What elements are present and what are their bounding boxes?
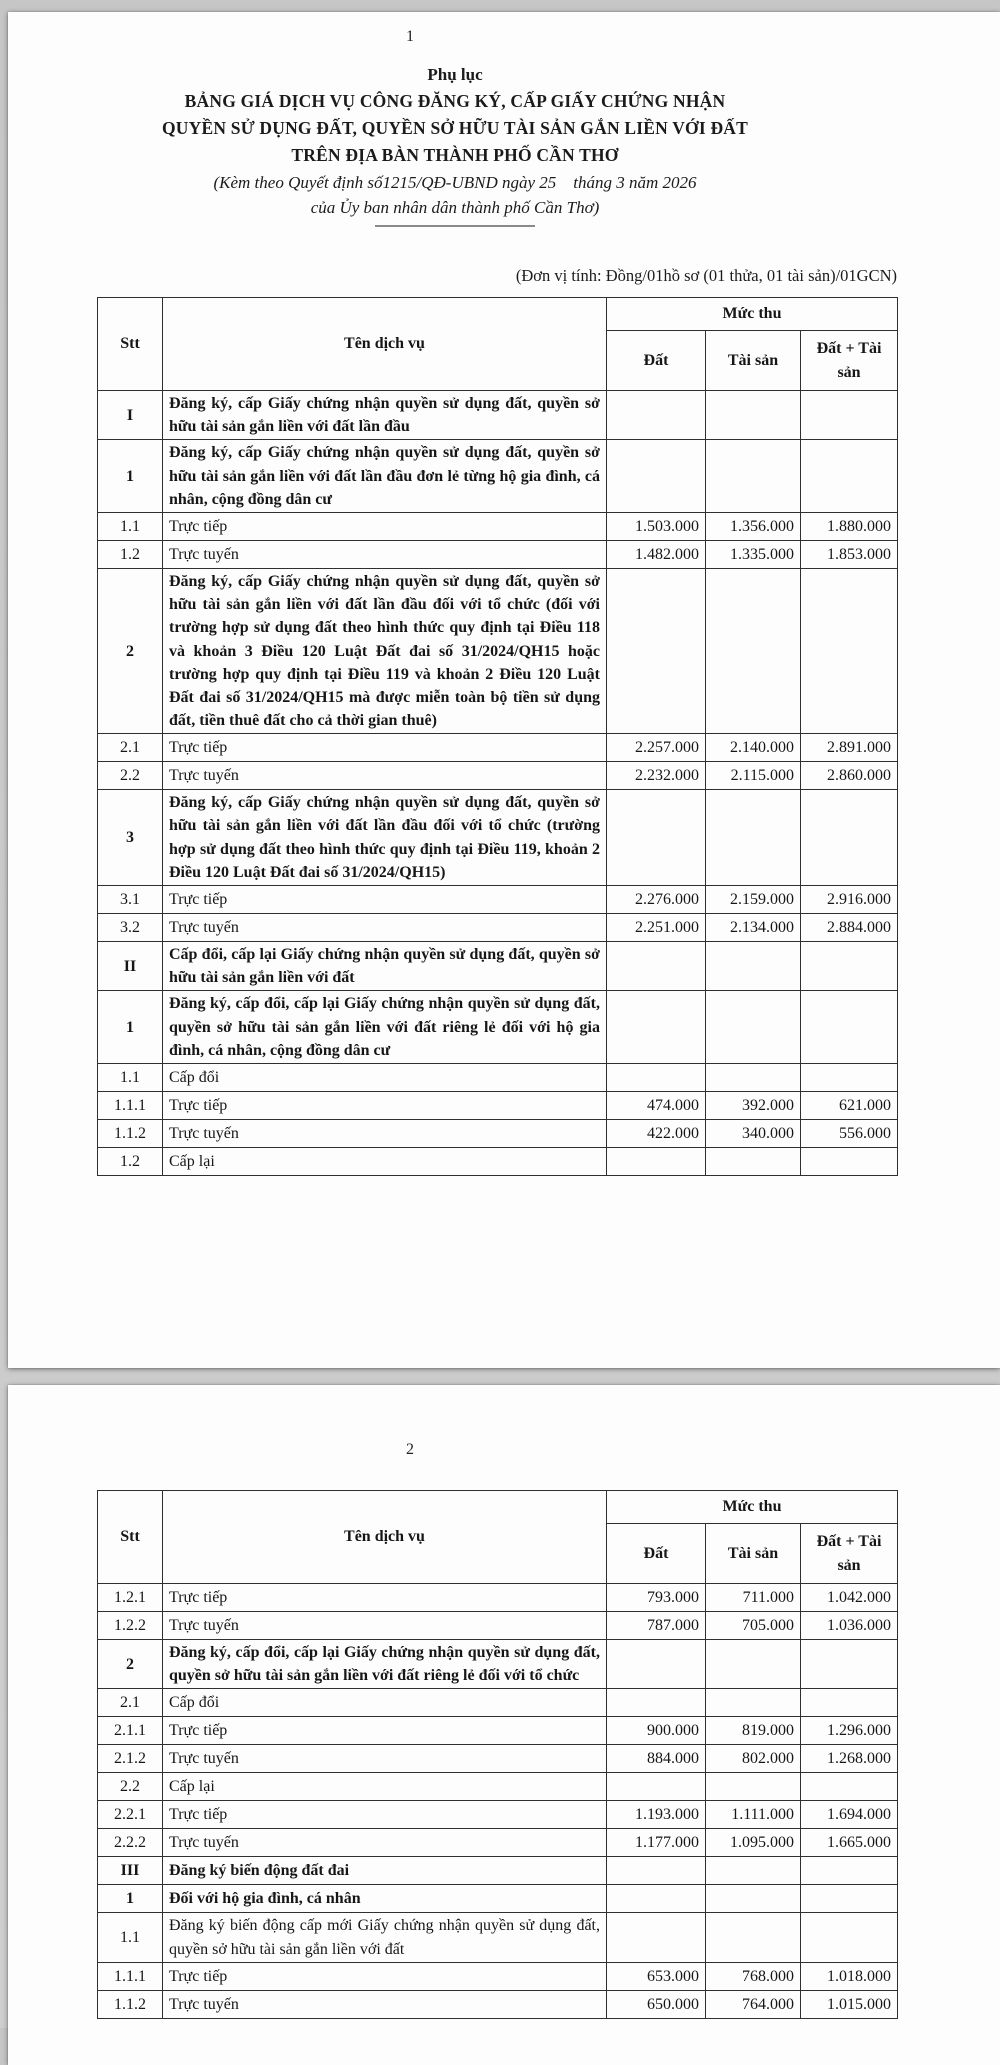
land-asset-fee-cell <box>801 1885 898 1913</box>
table-row <box>98 886 898 914</box>
land-asset-fee-cell: 2.916.000 <box>801 886 898 914</box>
land-asset-fee-cell <box>801 942 898 991</box>
land-asset-fee-cell: 1.694.000 <box>801 1801 898 1829</box>
land-fee-cell <box>607 942 706 991</box>
table-row <box>98 568 898 733</box>
asset-fee-cell: 768.000 <box>706 1962 801 1990</box>
asset-fee-cell: 802.000 <box>706 1745 801 1773</box>
land-asset-fee-cell: 621.000 <box>801 1091 898 1119</box>
asset-fee-cell <box>706 1913 801 1962</box>
land-asset-fee-cell <box>801 440 898 513</box>
asset-fee-cell: 392.000 <box>706 1091 801 1119</box>
stt-cell: 1.1.1 <box>98 1091 163 1119</box>
land-asset-fee-cell: 2.891.000 <box>801 734 898 762</box>
stt-cell: II <box>98 942 163 991</box>
land-fee-cell <box>607 1857 706 1885</box>
table-row <box>98 1962 898 1990</box>
service-name-cell: Đăng ký, cấp Giấy chứng nhận quyền sử dụng đất, quyền sở hữu tài sản gắn liền với đất lần đầu đơn lẻ từng hộ gia đình, cá nhân, cộng đồng dân cư <box>163 440 607 513</box>
table-row <box>98 1091 898 1119</box>
service-name-cell: Trực tiếp <box>163 1801 607 1829</box>
service-name-cell: Trực tiếp <box>163 1962 607 1990</box>
table-row <box>98 762 898 790</box>
stt-cell: 2 <box>98 1640 163 1689</box>
table-row <box>98 914 898 942</box>
stt-cell: 1.1 <box>98 1063 163 1091</box>
stt-cell: 1.2.2 <box>98 1612 163 1640</box>
land-fee-cell <box>607 1063 706 1091</box>
table-row <box>98 512 898 540</box>
service-name-cell: Đối với hộ gia đình, cá nhân <box>163 1885 607 1913</box>
service-name-cell: Đăng ký, cấp Giấy chứng nhận quyền sử dụng đất, quyền sở hữu tài sản gắn liền với đất lần đầu đối với tổ chức (đối với trường hợp sử dụng đất theo hình thức quy định tại Điều 118 và khoản 3 Điều 120 Luật Đất đai số 31/2024/QH15 hoặc trường hợp quy định tại Điều 119 và khoản 2 Điều 120 Luật Đất đai số 31/2024/QH15 mà được miễn toàn bộ tiền sử dụng đất, tiền thuê đất cho cả thời gian thuê) <box>163 568 607 733</box>
service-name-cell: Trực tiếp <box>163 886 607 914</box>
land-asset-fee-cell: 1.018.000 <box>801 1962 898 1990</box>
land-column-header: Đất <box>607 1524 706 1584</box>
land-asset-fee-cell <box>801 1857 898 1885</box>
document-title-block <box>8 62 902 227</box>
stt-cell: 1.2 <box>98 1147 163 1175</box>
service-name-cell: Cấp đổi <box>163 1063 607 1091</box>
stt-cell: 3 <box>98 790 163 886</box>
table-row <box>98 1584 898 1612</box>
land-column-header: Đất <box>607 331 706 391</box>
table-row <box>98 1801 898 1829</box>
page-2-card <box>8 1385 1000 2065</box>
land-asset-fee-cell <box>801 991 898 1064</box>
land-asset-fee-cell: 1.268.000 <box>801 1745 898 1773</box>
land-fee-cell: 2.232.000 <box>607 762 706 790</box>
table-row <box>98 440 898 513</box>
asset-fee-cell <box>706 991 801 1064</box>
service-name-cell: Cấp đổi, cấp lại Giấy chứng nhận quyền sử dụng đất, quyền sở hữu tài sản gắn liền với đất <box>163 942 607 991</box>
stt-cell: 2.1 <box>98 1689 163 1717</box>
stt-cell: 2.2.1 <box>98 1801 163 1829</box>
land-fee-cell: 884.000 <box>607 1745 706 1773</box>
service-name-header: Tên dịch vụ <box>163 1491 607 1584</box>
service-name-cell: Trực tuyến <box>163 1990 607 2018</box>
service-name-cell: Cấp đổi <box>163 1689 607 1717</box>
stt-cell: 2.2 <box>98 1773 163 1801</box>
asset-column-header: Tài sản <box>706 1524 801 1584</box>
service-name-cell: Đăng ký, cấp Giấy chứng nhận quyền sử dụng đất, quyền sở hữu tài sản gắn liền với đất lần đầu đối với tổ chức (trường hợp sử dụng đất theo hình thức quy định tại Điều 119, khoản 2 Điều 120 Luật Đất đai số 31/2024/QH15) <box>163 790 607 886</box>
service-name-cell: Trực tiếp <box>163 512 607 540</box>
table-row <box>98 1612 898 1640</box>
asset-fee-cell <box>706 942 801 991</box>
land-fee-cell <box>607 991 706 1064</box>
table-row <box>98 1689 898 1717</box>
table-row <box>98 1717 898 1745</box>
service-name-cell: Đăng ký biến động đất đai <box>163 1857 607 1885</box>
stt-cell: 2.1.2 <box>98 1745 163 1773</box>
stt-header: Stt <box>98 298 163 391</box>
stt-cell: 1.1.1 <box>98 1962 163 1990</box>
asset-fee-cell <box>706 1640 801 1689</box>
table-row <box>98 1990 898 2018</box>
land-asset-fee-cell: 1.665.000 <box>801 1829 898 1857</box>
land-fee-cell <box>607 568 706 733</box>
asset-fee-cell: 2.159.000 <box>706 886 801 914</box>
service-name-cell: Trực tiếp <box>163 1584 607 1612</box>
land-fee-cell: 474.000 <box>607 1091 706 1119</box>
stt-header: Stt <box>98 1491 163 1584</box>
service-name-cell: Cấp lại <box>163 1773 607 1801</box>
asset-fee-cell: 1.356.000 <box>706 512 801 540</box>
page-1-number: 1 <box>406 28 414 45</box>
table-row <box>98 734 898 762</box>
table-row <box>98 1745 898 1773</box>
land-fee-cell: 650.000 <box>607 1990 706 2018</box>
service-name-cell: Trực tuyến <box>163 1612 607 1640</box>
asset-fee-cell: 705.000 <box>706 1612 801 1640</box>
appendix-label: Phụ lục <box>427 65 483 84</box>
service-name-cell: Trực tuyến <box>163 914 607 942</box>
land-asset-column-header: Đất + Tài sản <box>801 1524 898 1584</box>
land-fee-cell <box>607 1773 706 1801</box>
land-asset-fee-cell <box>801 1640 898 1689</box>
service-name-header: Tên dịch vụ <box>163 298 607 391</box>
land-fee-cell <box>607 1689 706 1717</box>
land-asset-fee-cell: 2.884.000 <box>801 914 898 942</box>
land-asset-fee-cell: 556.000 <box>801 1119 898 1147</box>
land-fee-cell: 1.193.000 <box>607 1801 706 1829</box>
document-title-line-3: TRÊN ĐỊA BÀN THÀNH PHỐ CẦN THƠ <box>291 145 619 165</box>
issued-note-line-2: của Ủy ban nhân dân thành phố Cần Thơ) <box>310 198 600 217</box>
asset-fee-cell <box>706 1063 801 1091</box>
land-asset-fee-cell: 1.015.000 <box>801 1990 898 2018</box>
land-fee-cell: 787.000 <box>607 1612 706 1640</box>
table-row <box>98 1147 898 1175</box>
asset-fee-cell: 711.000 <box>706 1584 801 1612</box>
land-fee-cell <box>607 1640 706 1689</box>
service-name-cell: Đăng ký, cấp đổi, cấp lại Giấy chứng nhận quyền sử dụng đất, quyền sở hữu tài sản gắn liền với đất riêng lẻ đối với hộ gia đình, cá nhân, cộng đồng dân cư <box>163 991 607 1064</box>
table-row <box>98 1913 898 1962</box>
land-fee-cell <box>607 440 706 513</box>
stt-cell: III <box>98 1857 163 1885</box>
land-asset-fee-cell: 1.296.000 <box>801 1717 898 1745</box>
table-row <box>98 391 898 440</box>
asset-fee-cell <box>706 790 801 886</box>
stt-cell: 1.1.2 <box>98 1119 163 1147</box>
land-asset-fee-cell <box>801 1063 898 1091</box>
service-name-cell: Trực tiếp <box>163 1717 607 1745</box>
asset-fee-cell <box>706 440 801 513</box>
land-asset-fee-cell <box>801 790 898 886</box>
land-asset-fee-cell <box>801 1913 898 1962</box>
land-asset-fee-cell <box>801 1689 898 1717</box>
asset-fee-cell: 1.111.000 <box>706 1801 801 1829</box>
asset-fee-cell <box>706 391 801 440</box>
land-fee-cell: 2.257.000 <box>607 734 706 762</box>
fee-level-header: Mức thu <box>607 1491 898 1524</box>
land-fee-cell: 1.177.000 <box>607 1829 706 1857</box>
page-2-number: 2 <box>406 1441 414 1458</box>
table-row <box>98 1885 898 1913</box>
stt-cell: 1.2 <box>98 540 163 568</box>
page-1-card <box>8 12 1000 1368</box>
land-fee-cell <box>607 391 706 440</box>
land-fee-cell <box>607 1885 706 1913</box>
asset-fee-cell <box>706 1689 801 1717</box>
land-asset-fee-cell <box>801 1147 898 1175</box>
stt-cell: 2.2.2 <box>98 1829 163 1857</box>
table-row <box>98 1119 898 1147</box>
service-name-cell: Đăng ký, cấp đổi, cấp lại Giấy chứng nhận quyền sử dụng đất, quyền sở hữu tài sản gắn liền với đất riêng lẻ đối với tổ chức <box>163 1640 607 1689</box>
document-title-line-2: QUYỀN SỬ DỤNG ĐẤT, QUYỀN SỞ HỮU TÀI SẢN GẮN LIỀN VỚI ĐẤT <box>161 118 749 138</box>
land-asset-column-header: Đất + Tài sản <box>801 331 898 391</box>
service-name-cell: Trực tiếp <box>163 1091 607 1119</box>
unit-note: (Đơn vị tính: Đồng/01hồ sơ (01 thửa, 01 tài sản)/01GCN) <box>515 266 897 285</box>
land-asset-fee-cell: 2.860.000 <box>801 762 898 790</box>
service-name-cell: Trực tuyến <box>163 1829 607 1857</box>
land-asset-fee-cell <box>801 391 898 440</box>
asset-fee-cell <box>706 1885 801 1913</box>
stt-cell: 2.1.1 <box>98 1717 163 1745</box>
stt-cell: 2.2 <box>98 762 163 790</box>
asset-fee-cell: 340.000 <box>706 1119 801 1147</box>
asset-fee-cell: 819.000 <box>706 1717 801 1745</box>
service-name-cell: Trực tuyến <box>163 1119 607 1147</box>
service-name-cell: Trực tuyến <box>163 762 607 790</box>
table-row <box>98 1063 898 1091</box>
stt-cell: 1 <box>98 440 163 513</box>
land-fee-cell: 1.482.000 <box>607 540 706 568</box>
land-fee-cell: 900.000 <box>607 1717 706 1745</box>
land-fee-cell: 1.503.000 <box>607 512 706 540</box>
land-fee-cell: 653.000 <box>607 1962 706 1990</box>
fee-table-page-1 <box>97 297 898 1176</box>
fee-table-page-2 <box>97 1490 898 2019</box>
asset-fee-cell: 2.115.000 <box>706 762 801 790</box>
table-row <box>98 991 898 1064</box>
service-name-cell: Cấp lại <box>163 1147 607 1175</box>
land-asset-fee-cell <box>801 1773 898 1801</box>
asset-column-header: Tài sản <box>706 331 801 391</box>
fee-level-header: Mức thu <box>607 298 898 331</box>
land-fee-cell: 422.000 <box>607 1119 706 1147</box>
stt-cell: 2.1 <box>98 734 163 762</box>
land-fee-cell <box>607 1913 706 1962</box>
table-row <box>98 1640 898 1689</box>
document-title-line-1: BẢNG GIÁ DỊCH VỤ CÔNG ĐĂNG KÝ, CẤP GIẤY CHỨNG NHẬN <box>184 91 726 111</box>
table-row <box>98 1857 898 1885</box>
service-name-cell: Đăng ký biến động cấp mới Giấy chứng nhận quyền sử dụng đất, quyền sở hữu tài sản gắn liền với đất <box>163 1913 607 1962</box>
land-asset-fee-cell: 1.042.000 <box>801 1584 898 1612</box>
stt-cell: I <box>98 391 163 440</box>
asset-fee-cell: 1.335.000 <box>706 540 801 568</box>
land-asset-fee-cell <box>801 568 898 733</box>
title-divider-rule <box>375 225 535 227</box>
land-fee-cell <box>607 1147 706 1175</box>
service-name-cell: Trực tuyến <box>163 540 607 568</box>
asset-fee-cell <box>706 1857 801 1885</box>
table-row <box>98 942 898 991</box>
service-name-cell: Đăng ký, cấp Giấy chứng nhận quyền sử dụng đất, quyền sở hữu tài sản gắn liền với đất lần đầu <box>163 391 607 440</box>
stt-cell: 2 <box>98 568 163 733</box>
table-row <box>98 1773 898 1801</box>
stt-cell: 1.1.2 <box>98 1990 163 2018</box>
service-name-cell: Trực tuyến <box>163 1745 607 1773</box>
issued-note-line-1: (Kèm theo Quyết định số1215/QĐ-UBND ngày 25 tháng 3 năm 2026 <box>213 173 697 192</box>
land-fee-cell: 2.276.000 <box>607 886 706 914</box>
land-asset-fee-cell: 1.036.000 <box>801 1612 898 1640</box>
stt-cell: 1 <box>98 991 163 1064</box>
asset-fee-cell: 2.140.000 <box>706 734 801 762</box>
service-name-cell: Trực tiếp <box>163 734 607 762</box>
stt-cell: 3.2 <box>98 914 163 942</box>
stt-cell: 1 <box>98 1885 163 1913</box>
asset-fee-cell: 2.134.000 <box>706 914 801 942</box>
asset-fee-cell <box>706 568 801 733</box>
table-row <box>98 540 898 568</box>
land-fee-cell: 793.000 <box>607 1584 706 1612</box>
asset-fee-cell <box>706 1773 801 1801</box>
land-asset-fee-cell: 1.853.000 <box>801 540 898 568</box>
land-fee-cell: 2.251.000 <box>607 914 706 942</box>
land-fee-cell <box>607 790 706 886</box>
stt-cell: 1.1 <box>98 1913 163 1962</box>
stt-cell: 3.1 <box>98 886 163 914</box>
stt-cell: 1.2.1 <box>98 1584 163 1612</box>
asset-fee-cell <box>706 1147 801 1175</box>
asset-fee-cell: 764.000 <box>706 1990 801 2018</box>
asset-fee-cell: 1.095.000 <box>706 1829 801 1857</box>
stt-cell: 1.1 <box>98 512 163 540</box>
land-asset-fee-cell: 1.880.000 <box>801 512 898 540</box>
table-row <box>98 1829 898 1857</box>
table-row <box>98 790 898 886</box>
